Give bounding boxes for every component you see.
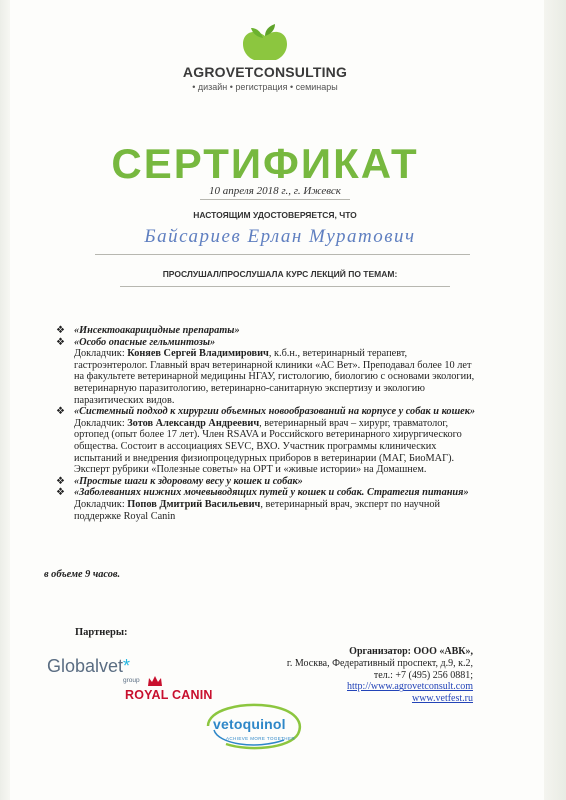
speaker-name: Коняев Сергей Владимирович <box>127 348 269 360</box>
organizer-phone: тел.: +7 (495) 256 0881; <box>373 669 473 681</box>
globalvet-text: Globalvet <box>47 656 124 676</box>
organizer-website-link[interactable]: http://www.agrovetconsult.com <box>347 681 473 693</box>
topic-title: «Системный подход к хирургии объемных новообразований на корпусе у собак и кошек» <box>74 406 476 418</box>
bullet-icon: ❖ <box>56 487 65 499</box>
bullet-icon: ❖ <box>56 475 65 487</box>
list-item <box>56 325 476 337</box>
royal-canin-logo: ROYAL CANIN <box>125 688 213 702</box>
speaker-label: Докладчик: <box>74 417 128 429</box>
speaker-info <box>74 348 476 406</box>
list-item <box>56 476 476 488</box>
brand-tagline: • дизайн • регистрация • семинары <box>192 82 338 92</box>
topic-title: «Заболеваниях нижних мочевыводящих путей у кошек и собак. Стратегия питания» <box>74 487 469 499</box>
list-item <box>56 406 476 476</box>
confirm-text: НАСТОЯЩИМ УДОСТОВЕРЯЕТСЯ, ЧТО <box>193 210 357 220</box>
divider <box>200 199 350 200</box>
asterisk-icon: * <box>123 656 131 676</box>
bullet-icon: ❖ <box>56 406 65 418</box>
issue-date-place: 10 апреля 2018 г., г. Ижевск <box>209 185 341 197</box>
listened-text: ПРОСЛУШАЛ/ПРОСЛУШАЛА КУРС ЛЕКЦИЙ ПО ТЕМАМ: <box>162 269 398 279</box>
organizer-address: г. Москва, Федеративный проспект, д.9, к.2, <box>286 657 473 669</box>
partners-label: Партнеры: <box>75 627 128 638</box>
apple-leaf-icon <box>235 22 295 66</box>
certificate-title: СЕРТИФИКАТ <box>111 140 419 187</box>
speaker-name: Попов Дмитрий Васильевич <box>127 498 261 510</box>
speaker-label: Докладчик: <box>74 498 128 510</box>
vetoquinol-logo: vetoquinol <box>213 716 286 732</box>
page-edge-right <box>544 0 566 800</box>
globalvet-logo <box>47 656 130 677</box>
globalvet-group-text: group <box>123 677 140 684</box>
organizer-block <box>213 646 473 705</box>
divider <box>120 286 450 287</box>
vetoquinol-tagline: ACHIEVE MORE TOGETHER <box>226 736 295 741</box>
speaker-info <box>74 499 476 522</box>
name-underline <box>95 254 470 255</box>
speaker-description: , ветеринарный врач – хирург, травматолог, ортопед (опыт более 17 лет). Член RSAVA и Российского ветеринарного хирургического общества. Состоит в ассоциациях SEVC, ВХО. Участник программы клинических испытаний и внедрения физиопроцедурных приборов в ветеринарии (МАГ, БиоМАГ). Эксперт рубрики «Полезные советы» на ОРТ и «живые истории» на Домашнем. <box>74 417 462 476</box>
speaker-description: , к.б.н., ветеринарный терапевт, гастроэнтеролог. Главный врач ветеринарной клиники «АС Вет». Преподавал более 10 лет на факультете ветеринарной медицины НГАУ, гистологию, биологию с основами экологии, ветеринарную паразитологию, ветеринарно-санитарную экспертизу и экологию паразитических видов. <box>74 348 475 406</box>
topics-list <box>56 325 476 522</box>
speaker-info <box>74 418 476 476</box>
course-volume: в объеме 9 часов. <box>44 569 121 580</box>
page-edge-left <box>0 0 10 800</box>
crown-icon <box>146 674 164 688</box>
vetfest-website-link[interactable]: www.vetfest.ru <box>411 693 473 705</box>
recipient-name: Байсариев Ерлан Муратович <box>144 226 416 247</box>
brand-name: AGROVETCONSULTING <box>182 64 348 80</box>
topic-title: «Инсектоакарицидные препараты» <box>74 325 240 336</box>
topic-title: «Особо опасные гельминтозы» <box>74 336 216 348</box>
topic-title: «Простые шаги к здоровому весу у кошек и собак» <box>74 475 303 487</box>
bullet-icon: ❖ <box>56 336 65 348</box>
bullet-icon: ❖ <box>56 325 65 336</box>
list-item <box>56 337 476 407</box>
speaker-label: Докладчик: <box>74 348 128 360</box>
speaker-name: Зотов Александр Андреевич <box>127 417 260 429</box>
speaker-description: , ветеринарный врач, эксперт по научной поддержке Royal Canin <box>74 498 441 522</box>
organizer-title: Организатор: ООО «АВК», <box>349 646 473 657</box>
list-item <box>56 487 476 522</box>
